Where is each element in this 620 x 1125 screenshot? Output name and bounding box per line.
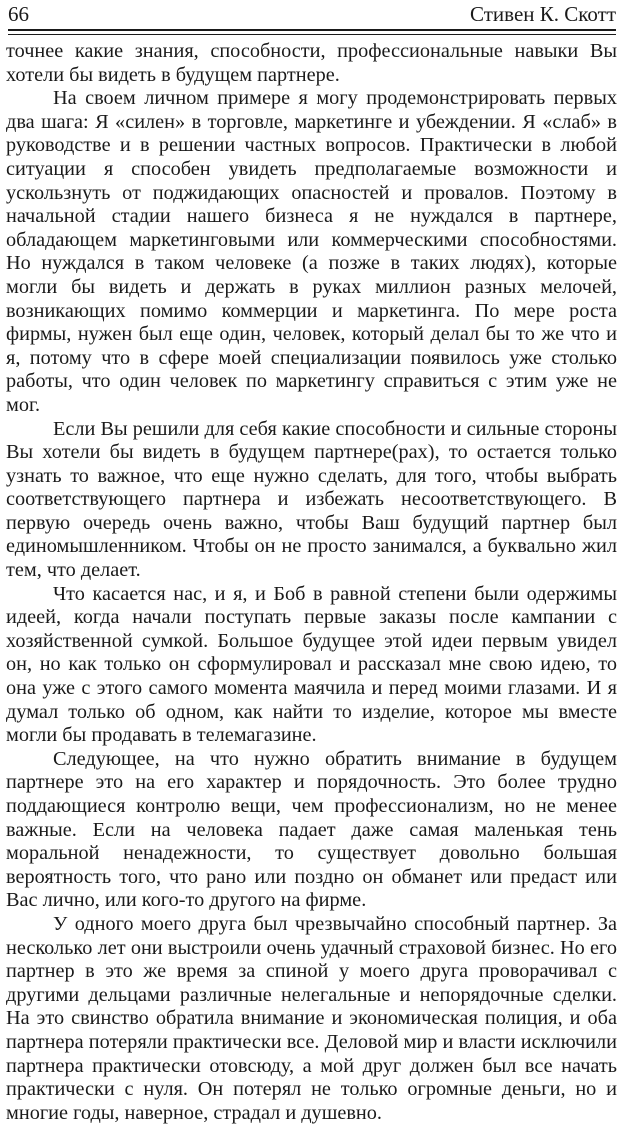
paragraph-5: Следующее, на что нужно обратить внимание в будущем партнере это на его характер и порядочность. Это более трудно поддающиеся контролю вещи, чем профессионализм, но не менее важные. Если на человека падает даже самая маленькая тень моральной ненадежности, то существует довольно большая вероятность того, что рано или поздно он обманет или предаст или Вас лично, или кого-то другого на фирме. bbox=[6, 747, 617, 912]
body-text bbox=[6, 40, 617, 1125]
page-header bbox=[8, 0, 616, 30]
paragraph-6: У одного моего друга был чрезвычайно способный партнер. За несколько лет они выстроили очень удачный страховой бизнес. Но его партнер в это же время за спиной у моего друга проворачивал с другими дельцами различные нелегальные и непорядочные сделки. На это свинство обратила внимание и экономическая полиция, и оба партнера потеряли практически все. Деловой мир и власти исключили партнера практически отовсюду, а мой друг должен был все начать практически с нуля. Он потерял не только огромные деньги, но и многие годы, наверное, страдал и душевно. bbox=[6, 912, 617, 1124]
running-title: Стивен К. Скотт bbox=[470, 2, 616, 26]
paragraph-2: На своем личном примере я могу продемонстрировать первых два шага: Я «силен» в торговле, маркетинге и убеждении. Я «слаб» в руководстве и в решении частных вопросов. Практически в любой ситуации я способен увидеть предполагаемые возможности и ускользнуть от поджидающих опасностей и провалов. Поэтому в начальной стадии нашего бизнеса я не нуждался в партнере, обладающем маркетинговыми или коммерческими способностями. Но нуждался в таком человеке (а позже в таких людях), которые могли бы видеть и держать в руках миллион разных мелочей, возникающих помимо коммерции и маркетинга. По мере роста фирмы, нужен был еще один, человек, который делал бы то же что и я, потому что в сфере моей специализации появилось уже столько работы, что один человек по маркетингу справиться с этим уже не мог. bbox=[6, 87, 617, 416]
paragraph-4: Что касается нас, и я, и Боб в равной степени были одержимы идеей, когда начали поступать первые заказы после кампании с хозяйственной сумкой. Большое будущее этой идеи первым увидел он, но как только он сформулировал и рассказал мне свою идею, то она уже с этого самого момента маячила и перед моими глазами. И я думал только об одном, как найти то изделие, которое мы вместе могли бы продавать в телемагазине. bbox=[6, 582, 617, 747]
header-rule-thick bbox=[8, 29, 616, 31]
paragraph-3: Если Вы решили для себя какие способности и сильные стороны Вы хотели бы видеть в будущем партнере(рах), то остается только узнать то важное, что еще нужно сделать, для того, чтобы выбрать соответствующего партнера и избежать несоответствующего. В первую очередь очень важно, чтобы Ваш будущий партнер был единомышленником. Чтобы он не просто занимался, а буквально жил тем, что делает. bbox=[6, 417, 617, 582]
page-number: 66 bbox=[8, 2, 29, 26]
paragraph-1: точнее какие знания, способности, профессиональные навыки Вы хотели бы видеть в будущем партнере. bbox=[6, 40, 617, 86]
header-rule-thin bbox=[8, 34, 616, 35]
